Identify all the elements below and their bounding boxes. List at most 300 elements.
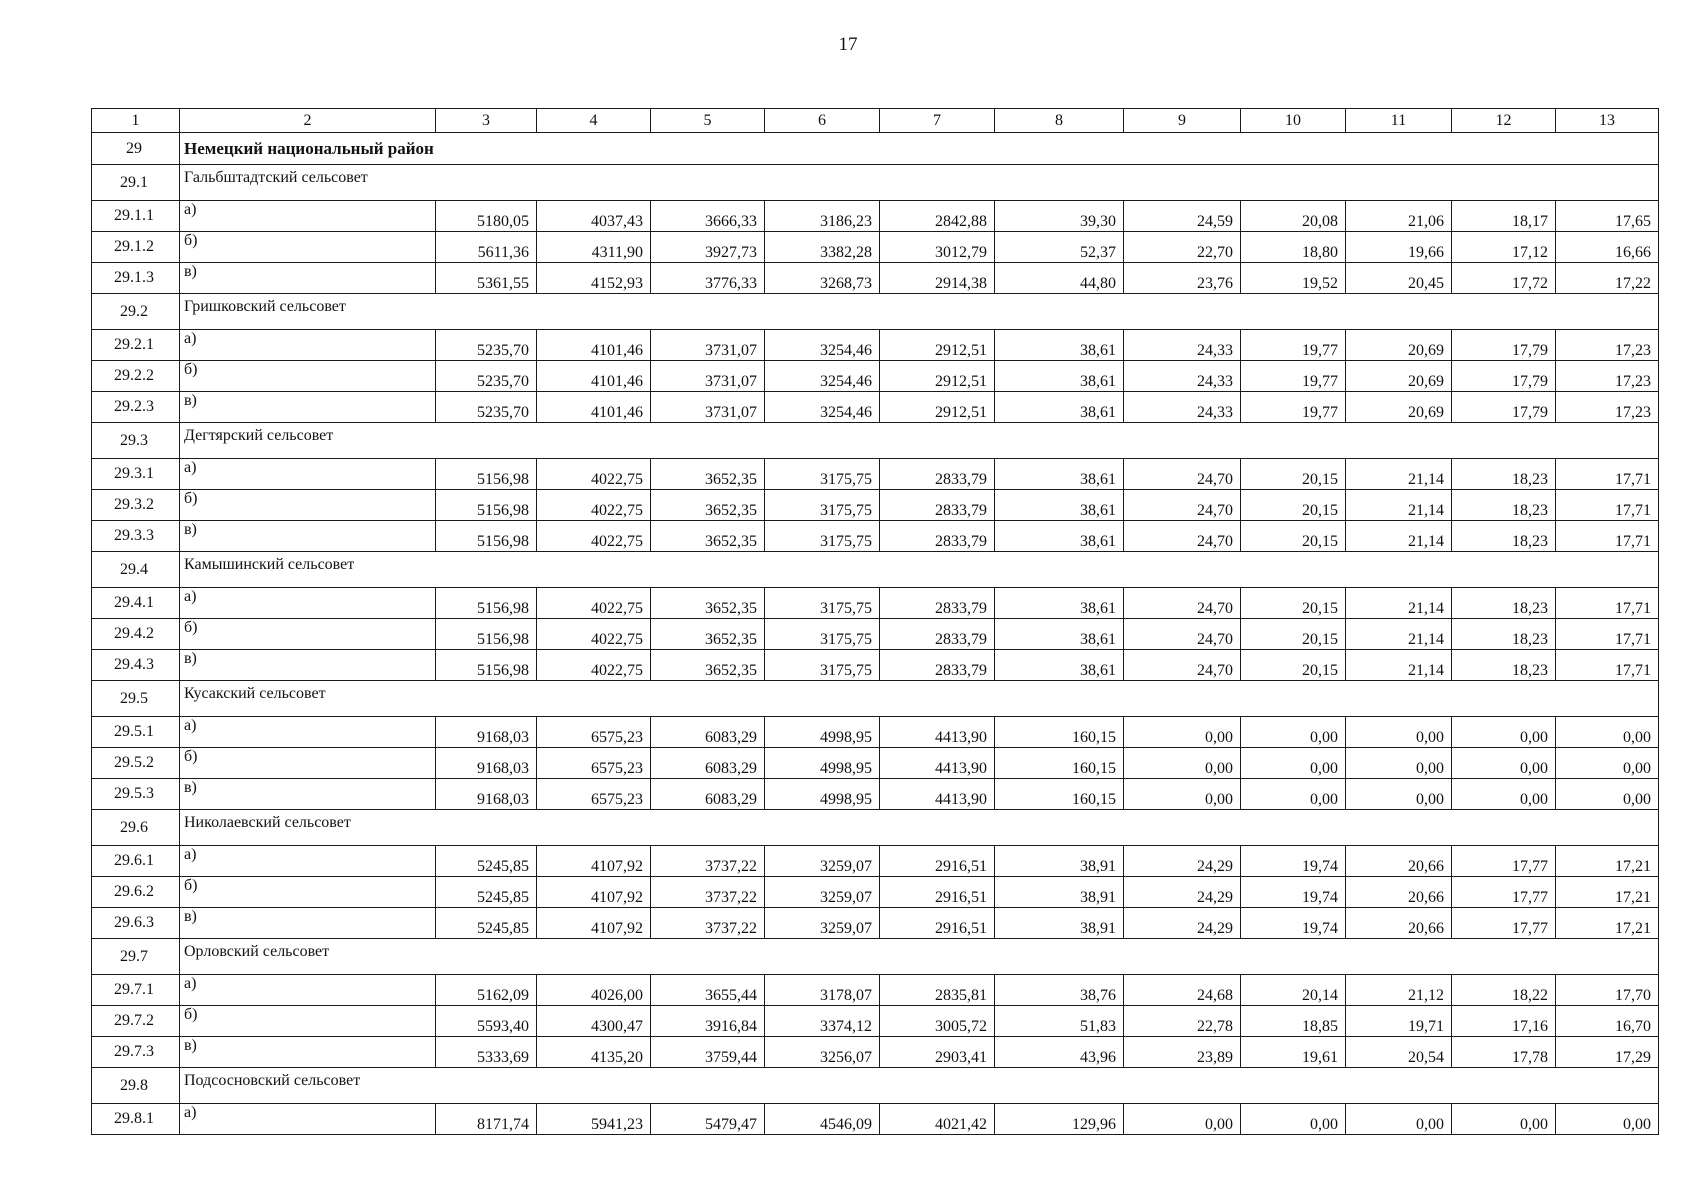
value-cell: 21,14 — [1346, 650, 1452, 681]
value-cell: 3175,75 — [765, 619, 880, 650]
value-cell: 3254,46 — [765, 330, 880, 361]
value-cell: 4101,46 — [537, 392, 651, 423]
table-row — [92, 490, 1659, 521]
column-header: 13 — [1556, 109, 1659, 133]
table-row — [92, 459, 1659, 490]
table-row — [92, 588, 1659, 619]
value-cell: 18,22 — [1452, 975, 1556, 1006]
column-header: 10 — [1241, 109, 1346, 133]
value-cell: 160,15 — [995, 748, 1124, 779]
value-cell: 0,00 — [1346, 748, 1452, 779]
council-name: Гришковский сельсовет — [180, 294, 1659, 330]
value-cell: 17,71 — [1556, 619, 1659, 650]
value-cell: 2833,79 — [880, 459, 995, 490]
value-cell: 4413,90 — [880, 748, 995, 779]
value-cell: 0,00 — [1241, 748, 1346, 779]
column-header: 2 — [180, 109, 436, 133]
row-number: 29.5.1 — [92, 717, 180, 748]
value-cell: 9168,03 — [436, 717, 537, 748]
value-cell: 20,08 — [1241, 201, 1346, 232]
row-label: б) — [180, 1006, 436, 1037]
value-cell: 2835,81 — [880, 975, 995, 1006]
row-number: 29.3.1 — [92, 459, 180, 490]
table-row — [92, 975, 1659, 1006]
district-row — [92, 133, 1659, 165]
table-row — [92, 521, 1659, 552]
row-number: 29.1.2 — [92, 232, 180, 263]
council-number: 29.5 — [92, 681, 180, 717]
value-cell: 3652,35 — [651, 619, 765, 650]
value-cell: 24,70 — [1124, 521, 1241, 552]
value-cell: 3731,07 — [651, 392, 765, 423]
value-cell: 18,23 — [1452, 588, 1556, 619]
row-label: а) — [180, 846, 436, 877]
table-row — [92, 779, 1659, 810]
value-cell: 0,00 — [1124, 779, 1241, 810]
value-cell: 5361,55 — [436, 263, 537, 294]
value-cell: 2912,51 — [880, 361, 995, 392]
council-number: 29.7 — [92, 939, 180, 975]
value-cell: 4101,46 — [537, 361, 651, 392]
value-cell: 19,77 — [1241, 392, 1346, 423]
value-cell: 3256,07 — [765, 1037, 880, 1068]
value-cell: 17,29 — [1556, 1037, 1659, 1068]
value-cell: 160,15 — [995, 717, 1124, 748]
value-cell: 24,59 — [1124, 201, 1241, 232]
value-cell: 4037,43 — [537, 201, 651, 232]
table-row — [92, 1104, 1659, 1135]
value-cell: 20,15 — [1241, 521, 1346, 552]
value-cell: 18,80 — [1241, 232, 1346, 263]
value-cell: 9168,03 — [436, 779, 537, 810]
value-cell: 2912,51 — [880, 392, 995, 423]
value-cell: 17,23 — [1556, 330, 1659, 361]
council-number: 29.1 — [92, 165, 180, 201]
table-row — [92, 619, 1659, 650]
column-header: 5 — [651, 109, 765, 133]
council-row — [92, 552, 1659, 588]
value-cell: 2842,88 — [880, 201, 995, 232]
value-cell: 0,00 — [1346, 1104, 1452, 1135]
column-header: 1 — [92, 109, 180, 133]
row-number: 29.3.3 — [92, 521, 180, 552]
council-number: 29.6 — [92, 810, 180, 846]
value-cell: 4101,46 — [537, 330, 651, 361]
value-cell: 17,79 — [1452, 361, 1556, 392]
value-cell: 2833,79 — [880, 650, 995, 681]
value-cell: 23,89 — [1124, 1037, 1241, 1068]
value-cell: 16,70 — [1556, 1006, 1659, 1037]
value-cell: 6575,23 — [537, 717, 651, 748]
row-label: в) — [180, 650, 436, 681]
value-cell: 24,33 — [1124, 361, 1241, 392]
value-cell: 3186,23 — [765, 201, 880, 232]
row-label: б) — [180, 490, 436, 521]
value-cell: 2833,79 — [880, 619, 995, 650]
value-cell: 0,00 — [1452, 717, 1556, 748]
page-number: 17 — [838, 34, 858, 55]
value-cell: 19,77 — [1241, 361, 1346, 392]
value-cell: 38,61 — [995, 588, 1124, 619]
value-cell: 8171,74 — [436, 1104, 537, 1135]
row-number: 29.6.2 — [92, 877, 180, 908]
value-cell: 19,61 — [1241, 1037, 1346, 1068]
value-cell: 17,71 — [1556, 521, 1659, 552]
value-cell: 2916,51 — [880, 877, 995, 908]
table-row — [92, 748, 1659, 779]
value-cell: 2912,51 — [880, 330, 995, 361]
value-cell: 3382,28 — [765, 232, 880, 263]
table-row — [92, 263, 1659, 294]
value-cell: 22,70 — [1124, 232, 1241, 263]
value-cell: 21,14 — [1346, 521, 1452, 552]
value-cell: 16,66 — [1556, 232, 1659, 263]
council-name: Камышинский сельсовет — [180, 552, 1659, 588]
value-cell: 17,77 — [1452, 877, 1556, 908]
value-cell: 5611,36 — [436, 232, 537, 263]
row-label: а) — [180, 588, 436, 619]
value-cell: 19,52 — [1241, 263, 1346, 294]
row-label: б) — [180, 748, 436, 779]
row-number: 29.6.1 — [92, 846, 180, 877]
value-cell: 4021,42 — [880, 1104, 995, 1135]
value-cell: 4026,00 — [537, 975, 651, 1006]
district-name: Немецкий национальный район — [180, 133, 1659, 165]
column-header: 3 — [436, 109, 537, 133]
value-cell: 3268,73 — [765, 263, 880, 294]
value-cell: 3012,79 — [880, 232, 995, 263]
value-cell: 0,00 — [1241, 779, 1346, 810]
value-cell: 24,33 — [1124, 392, 1241, 423]
council-name: Подсосновский сельсовет — [180, 1068, 1659, 1104]
row-label: а) — [180, 201, 436, 232]
value-cell: 17,21 — [1556, 846, 1659, 877]
value-cell: 17,71 — [1556, 588, 1659, 619]
value-cell: 24,70 — [1124, 490, 1241, 521]
value-cell: 3005,72 — [880, 1006, 995, 1037]
table-row — [92, 717, 1659, 748]
value-cell: 4413,90 — [880, 717, 995, 748]
council-row — [92, 423, 1659, 459]
value-cell: 38,76 — [995, 975, 1124, 1006]
value-cell: 5235,70 — [436, 361, 537, 392]
table-row — [92, 361, 1659, 392]
value-cell: 4135,20 — [537, 1037, 651, 1068]
value-cell: 3259,07 — [765, 846, 880, 877]
row-number: 29.1.3 — [92, 263, 180, 294]
council-name: Кусакский сельсовет — [180, 681, 1659, 717]
value-cell: 3259,07 — [765, 908, 880, 939]
value-cell: 0,00 — [1556, 1104, 1659, 1135]
value-cell: 19,74 — [1241, 846, 1346, 877]
council-name: Николаевский сельсовет — [180, 810, 1659, 846]
value-cell: 0,00 — [1346, 779, 1452, 810]
value-cell: 19,71 — [1346, 1006, 1452, 1037]
value-cell: 3178,07 — [765, 975, 880, 1006]
value-cell: 20,15 — [1241, 619, 1346, 650]
column-header: 9 — [1124, 109, 1241, 133]
value-cell: 3254,46 — [765, 392, 880, 423]
column-header: 4 — [537, 109, 651, 133]
value-cell: 0,00 — [1241, 1104, 1346, 1135]
value-cell: 3737,22 — [651, 908, 765, 939]
value-cell: 6083,29 — [651, 748, 765, 779]
value-cell: 4413,90 — [880, 779, 995, 810]
column-header: 12 — [1452, 109, 1556, 133]
value-cell: 3652,35 — [651, 521, 765, 552]
row-number: 29.5.2 — [92, 748, 180, 779]
table-row — [92, 201, 1659, 232]
row-label: а) — [180, 1104, 436, 1135]
council-row — [92, 165, 1659, 201]
council-name: Гальбштадтский сельсовет — [180, 165, 1659, 201]
value-cell: 24,70 — [1124, 588, 1241, 619]
value-cell: 20,15 — [1241, 650, 1346, 681]
value-cell: 3759,44 — [651, 1037, 765, 1068]
value-cell: 5156,98 — [436, 521, 537, 552]
value-cell: 2916,51 — [880, 908, 995, 939]
value-cell: 52,37 — [995, 232, 1124, 263]
value-cell: 17,65 — [1556, 201, 1659, 232]
council-row — [92, 810, 1659, 846]
value-cell: 3655,44 — [651, 975, 765, 1006]
value-cell: 21,14 — [1346, 490, 1452, 521]
row-number: 29.2.3 — [92, 392, 180, 423]
value-cell: 17,71 — [1556, 459, 1659, 490]
value-cell: 17,78 — [1452, 1037, 1556, 1068]
value-cell: 17,72 — [1452, 263, 1556, 294]
value-cell: 3927,73 — [651, 232, 765, 263]
value-cell: 23,76 — [1124, 263, 1241, 294]
value-cell: 9168,03 — [436, 748, 537, 779]
value-cell: 3175,75 — [765, 490, 880, 521]
value-cell: 5941,23 — [537, 1104, 651, 1135]
value-cell: 17,21 — [1556, 908, 1659, 939]
value-cell: 20,66 — [1346, 846, 1452, 877]
value-cell: 3737,22 — [651, 846, 765, 877]
row-label: б) — [180, 361, 436, 392]
council-name: Орловский сельсовет — [180, 939, 1659, 975]
council-name: Дегтярский сельсовет — [180, 423, 1659, 459]
value-cell: 5156,98 — [436, 619, 537, 650]
value-cell: 17,71 — [1556, 650, 1659, 681]
row-label: в) — [180, 908, 436, 939]
value-cell: 24,29 — [1124, 908, 1241, 939]
council-row — [92, 1068, 1659, 1104]
value-cell: 4152,93 — [537, 263, 651, 294]
value-cell: 0,00 — [1241, 717, 1346, 748]
value-cell: 3175,75 — [765, 588, 880, 619]
row-label: а) — [180, 330, 436, 361]
council-row — [92, 294, 1659, 330]
value-cell: 4300,47 — [537, 1006, 651, 1037]
row-label: а) — [180, 975, 436, 1006]
column-header: 6 — [765, 109, 880, 133]
table-row — [92, 392, 1659, 423]
value-cell: 18,23 — [1452, 650, 1556, 681]
value-cell: 17,23 — [1556, 392, 1659, 423]
value-cell: 24,68 — [1124, 975, 1241, 1006]
value-cell: 24,70 — [1124, 619, 1241, 650]
value-cell: 38,61 — [995, 619, 1124, 650]
value-cell: 38,61 — [995, 392, 1124, 423]
value-cell: 0,00 — [1346, 717, 1452, 748]
value-cell: 38,61 — [995, 459, 1124, 490]
value-cell: 0,00 — [1452, 748, 1556, 779]
value-cell: 3175,75 — [765, 521, 880, 552]
value-cell: 20,69 — [1346, 330, 1452, 361]
row-number: 29.7.2 — [92, 1006, 180, 1037]
column-header: 11 — [1346, 109, 1452, 133]
value-cell: 0,00 — [1452, 779, 1556, 810]
value-cell: 4546,09 — [765, 1104, 880, 1135]
value-cell: 4022,75 — [537, 521, 651, 552]
value-cell: 20,69 — [1346, 361, 1452, 392]
value-cell: 5479,47 — [651, 1104, 765, 1135]
table-row — [92, 846, 1659, 877]
value-cell: 3175,75 — [765, 650, 880, 681]
value-cell: 5156,98 — [436, 650, 537, 681]
value-cell: 5156,98 — [436, 459, 537, 490]
value-cell: 5235,70 — [436, 392, 537, 423]
value-cell: 3731,07 — [651, 330, 765, 361]
value-cell: 17,16 — [1452, 1006, 1556, 1037]
row-number: 29.5.3 — [92, 779, 180, 810]
row-number: 29.8.1 — [92, 1104, 180, 1135]
row-number: 29.1.1 — [92, 201, 180, 232]
value-cell: 4022,75 — [537, 619, 651, 650]
value-cell: 5156,98 — [436, 588, 537, 619]
value-cell: 2833,79 — [880, 490, 995, 521]
value-cell: 0,00 — [1556, 717, 1659, 748]
value-cell: 21,14 — [1346, 619, 1452, 650]
value-cell: 18,17 — [1452, 201, 1556, 232]
table-row — [92, 330, 1659, 361]
value-cell: 38,91 — [995, 908, 1124, 939]
row-number: 29.2.2 — [92, 361, 180, 392]
value-cell: 17,71 — [1556, 490, 1659, 521]
value-cell: 4022,75 — [537, 490, 651, 521]
row-number: 29.4.1 — [92, 588, 180, 619]
value-cell: 38,91 — [995, 846, 1124, 877]
value-cell: 38,61 — [995, 490, 1124, 521]
value-cell: 24,29 — [1124, 846, 1241, 877]
value-cell: 5245,85 — [436, 877, 537, 908]
value-cell: 2903,41 — [880, 1037, 995, 1068]
value-cell: 24,33 — [1124, 330, 1241, 361]
value-cell: 20,15 — [1241, 459, 1346, 490]
district-number: 29 — [92, 133, 180, 165]
row-label: в) — [180, 1037, 436, 1068]
value-cell: 21,14 — [1346, 588, 1452, 619]
value-cell: 3666,33 — [651, 201, 765, 232]
value-cell: 22,78 — [1124, 1006, 1241, 1037]
table-body — [92, 109, 1659, 1135]
value-cell: 4998,95 — [765, 717, 880, 748]
value-cell: 4998,95 — [765, 748, 880, 779]
value-cell: 38,61 — [995, 330, 1124, 361]
value-cell: 20,15 — [1241, 588, 1346, 619]
value-cell: 20,54 — [1346, 1037, 1452, 1068]
value-cell: 5156,98 — [436, 490, 537, 521]
row-number: 29.7.1 — [92, 975, 180, 1006]
value-cell: 3254,46 — [765, 361, 880, 392]
row-number: 29.7.3 — [92, 1037, 180, 1068]
value-cell: 18,23 — [1452, 521, 1556, 552]
value-cell: 44,80 — [995, 263, 1124, 294]
row-number: 29.2.1 — [92, 330, 180, 361]
value-cell: 38,61 — [995, 361, 1124, 392]
value-cell: 20,69 — [1346, 392, 1452, 423]
value-cell: 21,06 — [1346, 201, 1452, 232]
value-cell: 5245,85 — [436, 846, 537, 877]
value-cell: 5180,05 — [436, 201, 537, 232]
value-cell: 20,15 — [1241, 490, 1346, 521]
council-number: 29.2 — [92, 294, 180, 330]
value-cell: 3731,07 — [651, 361, 765, 392]
value-cell: 24,29 — [1124, 877, 1241, 908]
value-cell: 4107,92 — [537, 908, 651, 939]
value-cell: 5593,40 — [436, 1006, 537, 1037]
value-cell: 38,61 — [995, 521, 1124, 552]
value-cell: 0,00 — [1124, 1104, 1241, 1135]
value-cell: 4022,75 — [537, 650, 651, 681]
value-cell: 19,74 — [1241, 908, 1346, 939]
row-label: в) — [180, 779, 436, 810]
value-cell: 19,74 — [1241, 877, 1346, 908]
value-cell: 39,30 — [995, 201, 1124, 232]
row-number: 29.4.2 — [92, 619, 180, 650]
row-label: в) — [180, 392, 436, 423]
value-cell: 21,12 — [1346, 975, 1452, 1006]
value-cell: 17,77 — [1452, 908, 1556, 939]
value-cell: 2914,38 — [880, 263, 995, 294]
value-cell: 19,77 — [1241, 330, 1346, 361]
value-cell: 43,96 — [995, 1037, 1124, 1068]
value-cell: 6575,23 — [537, 779, 651, 810]
value-cell: 2916,51 — [880, 846, 995, 877]
value-cell: 18,85 — [1241, 1006, 1346, 1037]
value-cell: 5245,85 — [436, 908, 537, 939]
value-cell: 18,23 — [1452, 490, 1556, 521]
row-label: в) — [180, 263, 436, 294]
value-cell: 6083,29 — [651, 717, 765, 748]
value-cell: 24,70 — [1124, 650, 1241, 681]
value-cell: 3374,12 — [765, 1006, 880, 1037]
row-label: в) — [180, 521, 436, 552]
council-number: 29.4 — [92, 552, 180, 588]
value-cell: 38,61 — [995, 650, 1124, 681]
council-number: 29.8 — [92, 1068, 180, 1104]
value-cell: 3737,22 — [651, 877, 765, 908]
value-cell: 3259,07 — [765, 877, 880, 908]
table-row — [92, 877, 1659, 908]
value-cell: 3652,35 — [651, 459, 765, 490]
tariff-table — [91, 108, 1659, 1135]
value-cell: 0,00 — [1452, 1104, 1556, 1135]
value-cell: 17,79 — [1452, 330, 1556, 361]
value-cell: 3652,35 — [651, 588, 765, 619]
value-cell: 20,14 — [1241, 975, 1346, 1006]
value-cell: 4998,95 — [765, 779, 880, 810]
value-cell: 160,15 — [995, 779, 1124, 810]
value-cell: 17,22 — [1556, 263, 1659, 294]
value-cell: 5235,70 — [436, 330, 537, 361]
row-label: а) — [180, 717, 436, 748]
value-cell: 0,00 — [1556, 779, 1659, 810]
row-number: 29.3.2 — [92, 490, 180, 521]
value-cell: 2833,79 — [880, 521, 995, 552]
